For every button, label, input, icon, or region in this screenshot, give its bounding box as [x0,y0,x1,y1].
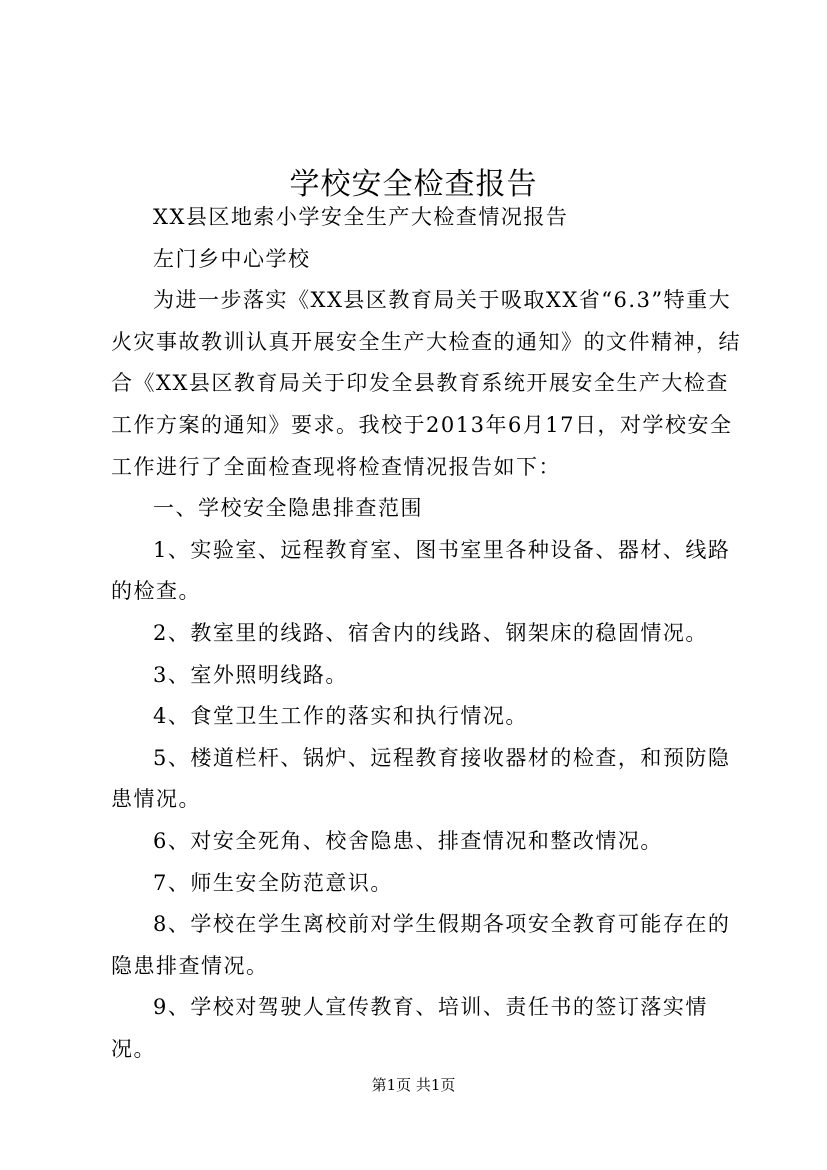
intro-paragraph: 为进一步落实《XX县区教育局关于吸取XX省“6.3”特重大火灾事故教训认真开展安全生产大检查的通知》的文件精神，结合《XX县区教育局关于印发全县教育系统开展安全生产大检查工作方案的通知》要求。我校于2013年6月17日，对学校安全工作进行了全面检查现将检查情况报告如下： [111,288,741,479]
list-item: 4、食堂卫生工作的落实和执行情况。 [153,704,528,729]
page-number: 第1页 共1页 [371,1076,456,1094]
list-item: 6、对安全死角、校舍隐患、排查情况和整改情况。 [153,828,663,853]
list-item: 9、学校对驾驶人宣传教育、培训、责任书的签订落实情况。 [111,995,708,1061]
school-name: 左门乡中心学校 [153,246,311,271]
list-item: 3、室外照明线路。 [153,662,348,687]
list-item: 1、实验室、远程教育室、图书室里各种设备、器材、线路的检查。 [111,537,731,604]
page-footer [0,1075,827,1095]
document-title: 学校安全检查报告 [289,167,538,203]
list-item: 5、楼道栏杆、锅炉、远程教育接收器材的检查，和预防隐患情况。 [111,745,731,812]
section-heading: 一、学校安全隐患排查范围 [153,496,423,521]
list-item: 8、学校在学生离校前对学生假期各项安全教育可能存在的隐患排查情况。 [111,912,731,978]
report-subtitle: XX县区地索小学安全生产大检查情况报告 [153,205,569,229]
document-body [111,197,741,1070]
list-item: 2、教室里的线路、宿舍内的线路、钢架床的稳固情况。 [153,620,708,645]
list-item: 7、师生安全防范意识。 [153,870,393,895]
